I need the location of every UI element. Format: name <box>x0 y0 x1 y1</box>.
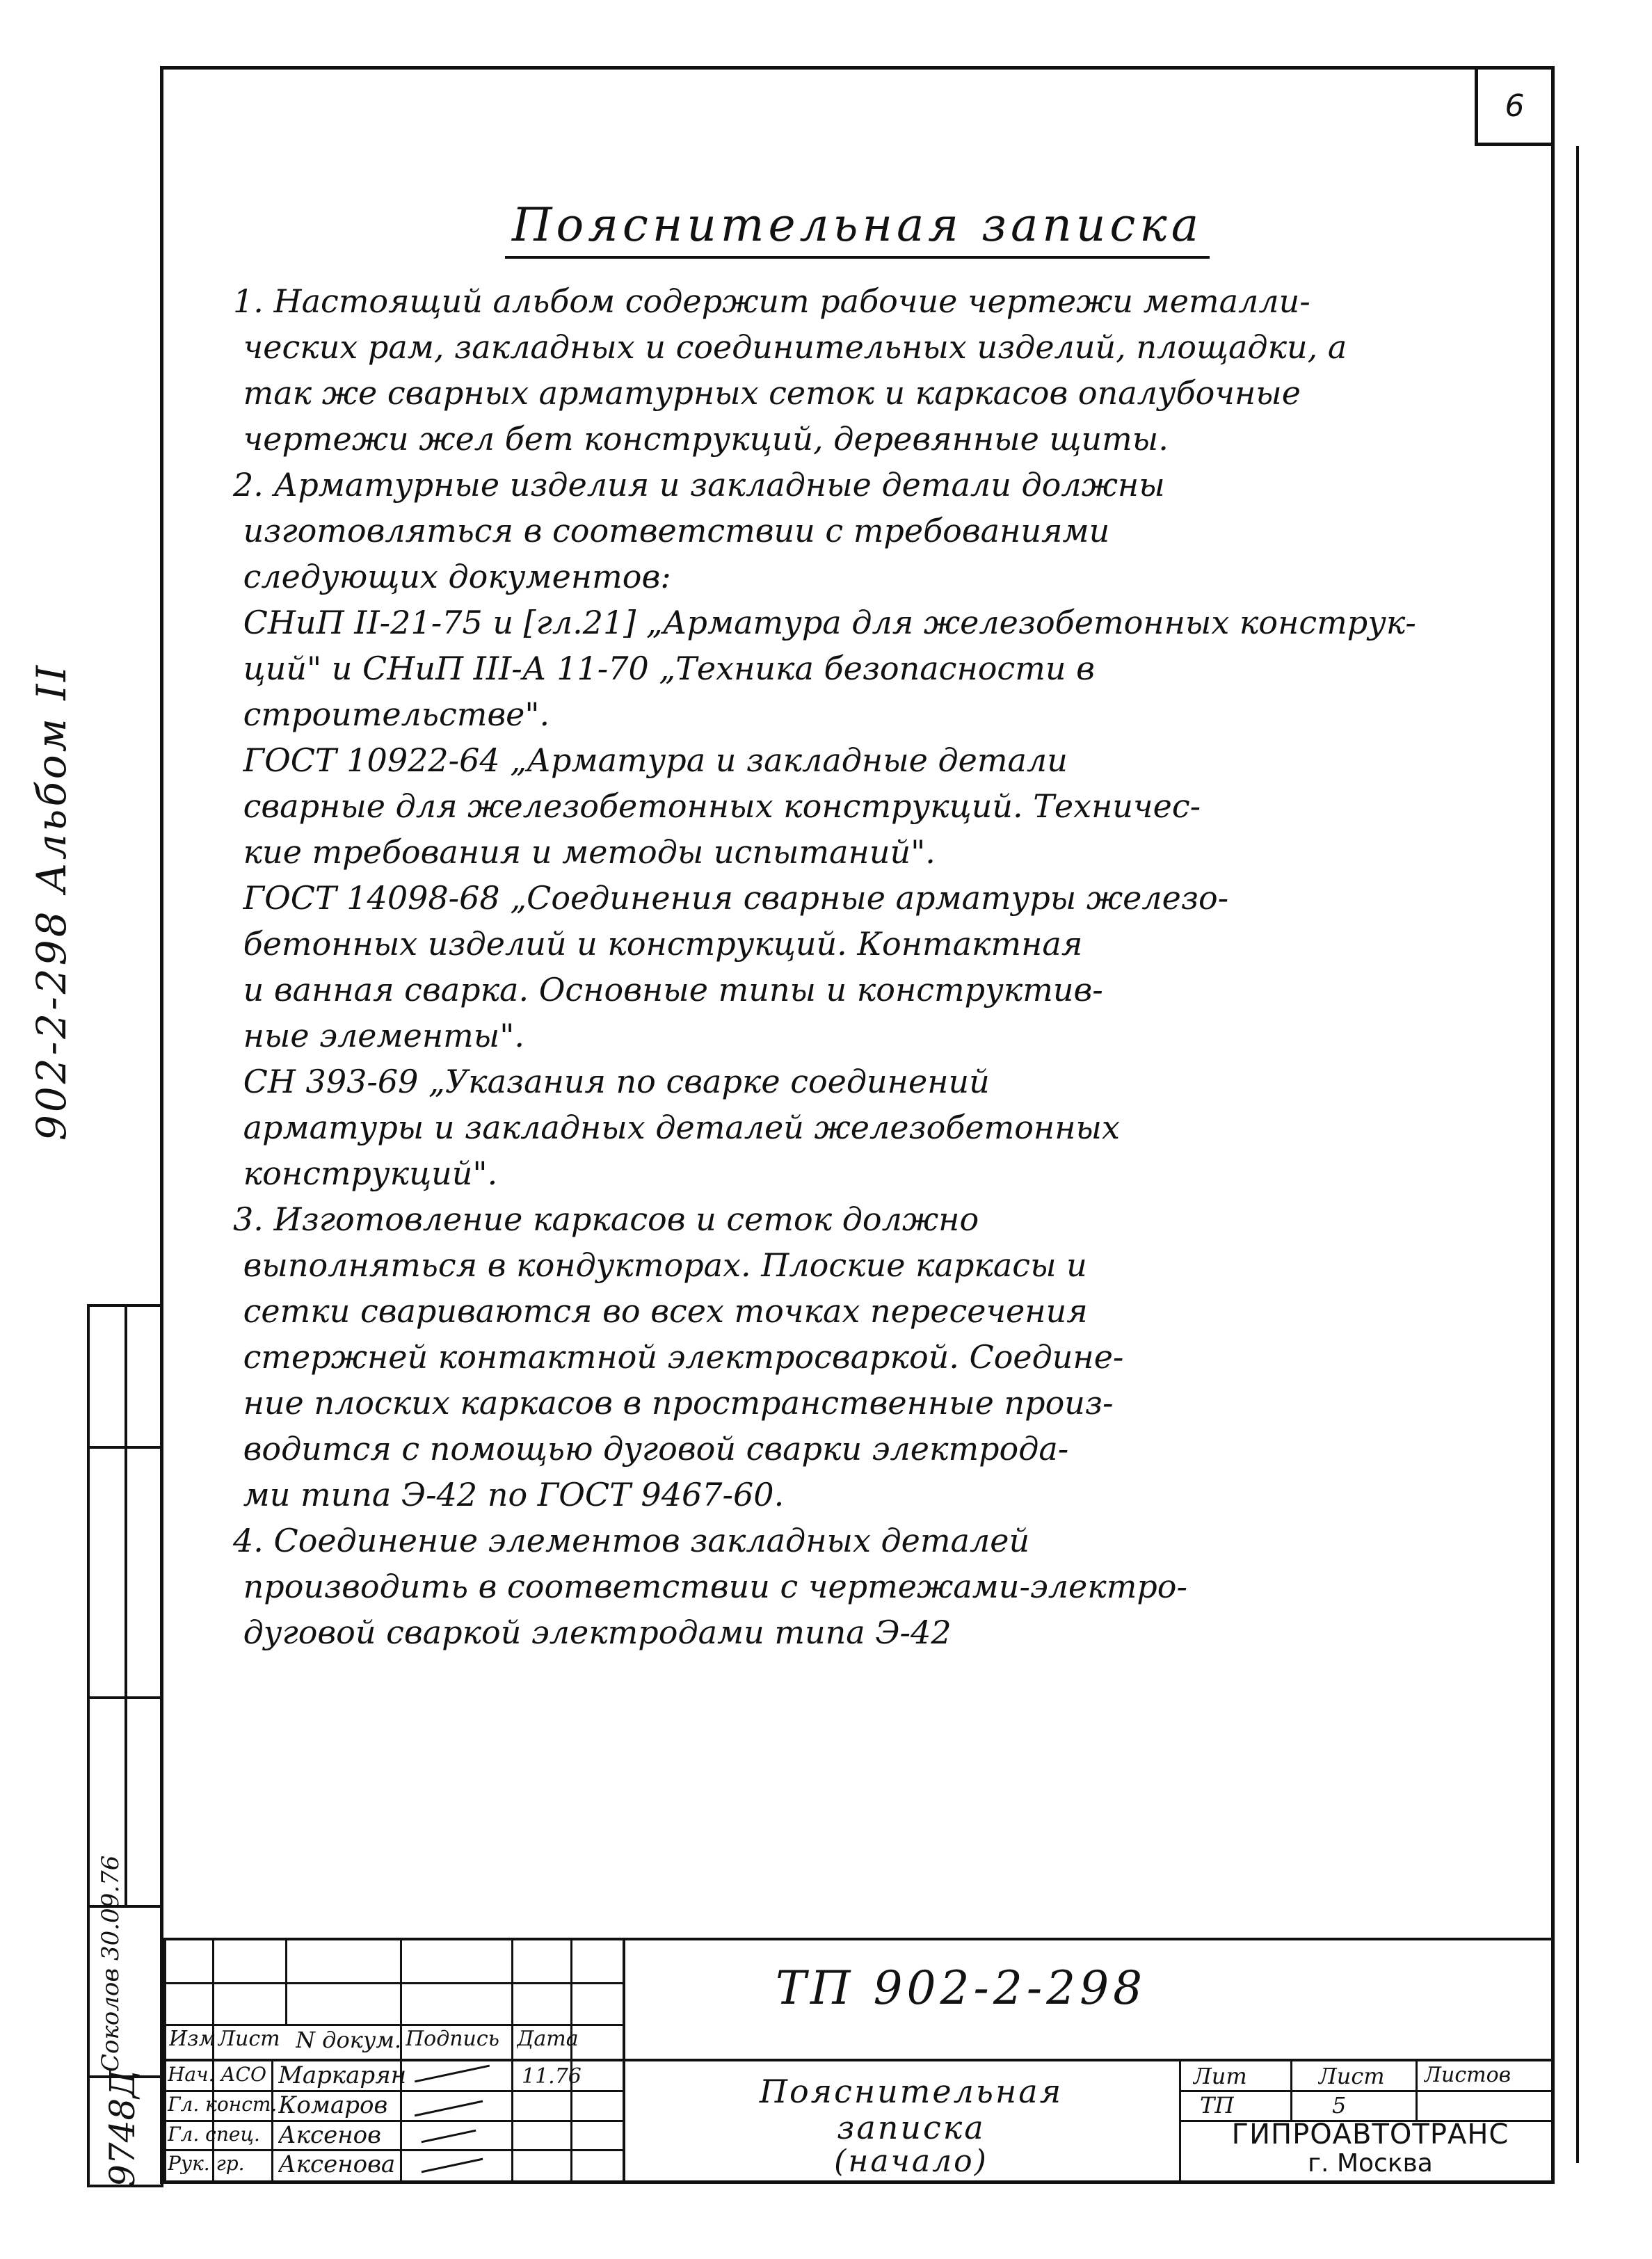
project-code: ТП 902-2-298 <box>776 1961 1147 2015</box>
sheets-label: Листов <box>1424 2063 1511 2087</box>
left-stamp-strip <box>87 1304 163 2187</box>
row-role: Нач. АСО <box>168 2063 266 2086</box>
signature-mark <box>422 2158 483 2173</box>
note-body: 1. Настоящий альбом содержит рабочие чертежи металли- ческих рам, закладных и соединительных изделий, площадки, а так же сварных арматурных сеток и каркасов опалубочные чертежи жел бет конструкций, деревянные щиты. 2. Арматурные изделия и закладные детали должны изготовляться в соответствии с требованиями следующих документов: СНиП II-21-75 и [гл.21] „Арматура для железобетонных конструк- ций" и СНиП III-А 11-70 „Техника безопасности в строительстве". ГОСТ 10922-64 „Арматура и закладные детали сварные для железобетонных конструкций. Техничес- кие требования и методы испытаний". ГОСТ 14098-68 „Соединения сварные арматуры железо- бетонных изделий и конструкций. Контактная и ванная сварка. Основные типы и конструктив- ные элементы". СН 393-69 „Указания по сварке соединений арматуры и закладных деталей железобетонных конструкций". 3. Изготовление каркасов и сеток должно выполняться в кондукторах. Плоские каркасы и сетки свариваются во всех точках пересечения стержней контактной электросваркой. Соедине- ние плоских каркасов в пространственные произ- водится с помощью дуговой сварки электрода- ми типа Э-42 по ГОСТ 9467-60. 4. Соединение элементов закладных деталей производить в соответствии с чертежами-электро- дуговой сваркой электродами типа Э-42 <box>233 282 1416 1651</box>
col-sign: Подпись <box>406 2027 500 2051</box>
row-name: Аксенов <box>278 2121 381 2149</box>
strip-line <box>90 1446 161 1449</box>
signature-mark <box>415 2100 483 2117</box>
title-block <box>163 1938 1551 2180</box>
city: г. Москва <box>1308 2149 1433 2178</box>
row-name: Комаров <box>278 2091 388 2119</box>
row-name: Аксенова <box>278 2151 396 2178</box>
doc-title-line3: (начало) <box>834 2144 988 2179</box>
signature-mark <box>422 2130 476 2144</box>
page-title <box>163 198 1551 252</box>
col-list: Лист <box>218 2027 280 2051</box>
col-doc: N докум. <box>296 2027 402 2053</box>
row-role: Рук. гр. <box>168 2152 245 2175</box>
doc-title-line1: Пояснительная <box>759 2073 1064 2110</box>
drawing-sheet <box>28 66 1555 2187</box>
page-number-box <box>1475 70 1551 146</box>
lit-value: ТП <box>1200 2092 1235 2119</box>
row-role: Гл. конст. <box>168 2093 278 2116</box>
right-margin-line <box>1551 146 1579 2163</box>
doc-title-line2: записка <box>837 2109 986 2146</box>
sheet-value: 5 <box>1332 2092 1347 2119</box>
inventory-number: 9748Д <box>102 2070 143 2187</box>
page-title-text: Пояснительная записка <box>505 198 1210 259</box>
page-number: 6 <box>1505 88 1525 124</box>
side-album-label: 902-2-298 Альбом II <box>28 662 75 1141</box>
approval-date: 11.76 <box>522 2064 582 2089</box>
signature-mark <box>415 2065 490 2083</box>
row-role: Гл. спец. <box>168 2123 260 2146</box>
sheet-label: Лист <box>1318 2063 1385 2089</box>
strip-line <box>90 1696 161 1699</box>
organization: ГИПРОАВТОТРАНС <box>1231 2119 1509 2151</box>
lit-label: Лит <box>1193 2063 1247 2089</box>
strip-signature-date: Соколов 30.09.76 <box>97 1855 125 2072</box>
row-name: Маркарян <box>278 2061 407 2089</box>
strip-divider <box>125 1307 127 1905</box>
col-izm: Изм <box>169 2027 216 2051</box>
col-date: Дата <box>517 2027 579 2051</box>
